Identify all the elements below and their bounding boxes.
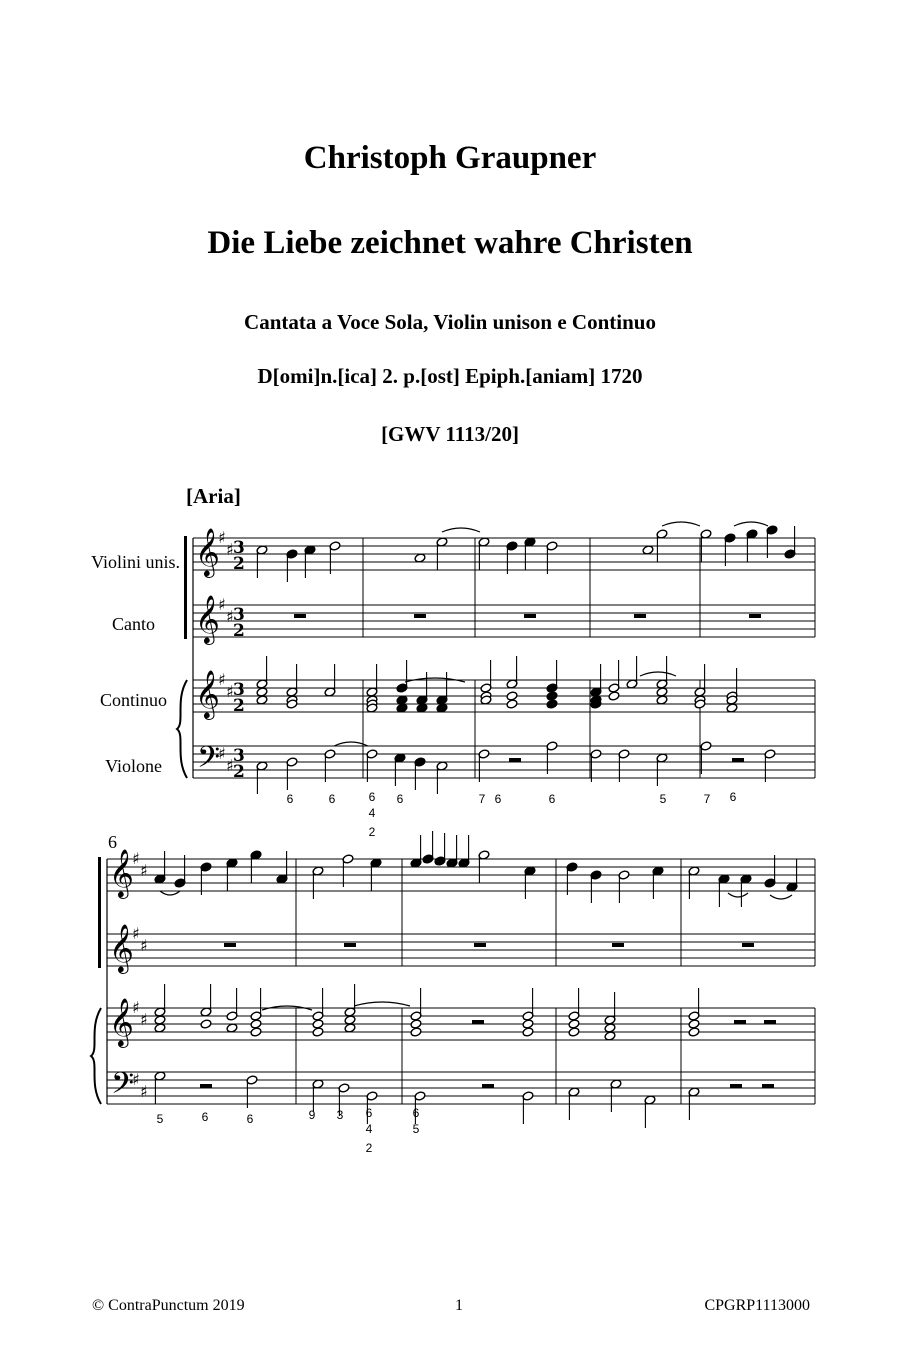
treble-clef-icon: 𝄞	[109, 997, 134, 1046]
rest	[509, 758, 521, 762]
note-head	[568, 1019, 580, 1029]
figured-bass: 7	[478, 792, 486, 806]
note-head	[250, 1027, 262, 1037]
sharp-icon: ♯	[140, 861, 148, 880]
sharp-icon: ♯	[132, 849, 140, 868]
bass-clef-icon: 𝄢	[111, 1067, 135, 1108]
sharp-icon: ♯	[218, 528, 226, 547]
figured-bass: 6	[494, 792, 502, 806]
treble-clef-icon: 𝄞	[195, 669, 220, 718]
note-head	[688, 1019, 700, 1029]
composer-name: Christoph Graupner	[303, 140, 597, 176]
tie	[640, 672, 676, 676]
treble-clef-icon: 𝄞	[195, 594, 220, 643]
sharp-icon: ♯	[140, 1010, 148, 1029]
figured-bass: 6	[365, 1106, 373, 1120]
note-head	[568, 1027, 580, 1037]
figured-bass: 2	[365, 1141, 373, 1155]
figured-bass: 4	[365, 1122, 373, 1136]
figured-bass: 6	[201, 1110, 209, 1124]
rest	[742, 943, 754, 947]
note-head	[250, 1019, 262, 1029]
tie	[354, 1002, 410, 1006]
sharp-icon: ♯	[226, 607, 234, 626]
figured-bass: 6	[286, 792, 294, 806]
figured-bass: 2	[368, 825, 376, 839]
rest	[482, 1084, 494, 1088]
copyright-notice: © ContraPunctum 2019	[92, 1297, 245, 1314]
tie	[770, 895, 792, 899]
instrument-label-continuo: Continuo	[99, 690, 167, 710]
sharp-icon: ♯	[226, 756, 234, 775]
figured-bass: 9	[308, 1108, 316, 1122]
figured-bass: 6	[412, 1106, 420, 1120]
tie	[442, 528, 480, 532]
sharp-icon: ♯	[218, 670, 226, 689]
treble-clef-icon: 𝄞	[109, 923, 134, 972]
figured-bass: 6	[548, 792, 556, 806]
sharp-icon: ♯	[132, 924, 140, 943]
figured-bass: 5	[659, 792, 667, 806]
bass-clef-icon: 𝄢	[197, 741, 221, 782]
time-signature: 3	[233, 680, 245, 700]
time-signature: 2	[233, 762, 245, 782]
brace	[91, 1008, 101, 1104]
rest	[344, 943, 356, 947]
time-signature: 3	[233, 538, 245, 558]
note-head	[546, 691, 558, 701]
sharp-icon: ♯	[226, 682, 234, 701]
cantata-subtitle: Cantata a Voce Sola, Violin unison e Continuo	[244, 310, 656, 334]
rest	[634, 614, 646, 618]
sharp-icon: ♯	[218, 595, 226, 614]
figured-bass: 6	[729, 790, 737, 804]
figured-bass: 3	[336, 1108, 344, 1122]
tie	[734, 522, 768, 526]
rest	[200, 1084, 212, 1088]
instrument-label-violini: Violini unis.	[91, 552, 180, 572]
figured-bass: 7	[703, 792, 711, 806]
note-head	[200, 1019, 212, 1029]
treble-clef-icon: 𝄞	[195, 527, 220, 576]
bracket	[184, 536, 187, 639]
brace	[177, 680, 187, 778]
catalog-number: [GWV 1113/20]	[381, 422, 519, 446]
note-head	[688, 1027, 700, 1037]
liturgical-occasion: D[omi]n.[ica] 2. p.[ost] Epiph.[aniam] 1720	[257, 364, 643, 388]
figured-bass: 6	[396, 792, 404, 806]
figured-bass: 6	[368, 790, 376, 804]
figured-bass: 5	[156, 1112, 164, 1126]
note-head	[410, 1019, 422, 1029]
instrument-label-violone: Violone	[105, 756, 162, 776]
note-head	[506, 691, 518, 701]
tie	[160, 891, 180, 895]
sharp-icon: ♯	[140, 1082, 148, 1101]
note-head	[546, 699, 558, 709]
time-signature: 3	[233, 746, 245, 766]
sharp-icon: ♯	[132, 998, 140, 1017]
rest	[734, 1020, 746, 1024]
rest	[612, 943, 624, 947]
time-signature: 2	[233, 554, 245, 574]
measure-number: 6	[108, 832, 117, 852]
sharp-icon: ♯	[132, 1070, 140, 1089]
time-signature: 2	[233, 621, 245, 641]
rest	[762, 1084, 774, 1088]
movement-title: [Aria]	[186, 484, 241, 508]
document-id: CPGRP1113000	[704, 1297, 810, 1314]
time-signature: 3	[233, 605, 245, 625]
rest	[732, 758, 744, 762]
bracket	[98, 857, 101, 968]
figured-bass: 4	[368, 806, 376, 820]
rest	[524, 614, 536, 618]
treble-clef-icon: 𝄞	[109, 848, 134, 897]
tie	[662, 522, 700, 526]
rest	[764, 1020, 776, 1024]
figured-bass: 6	[328, 792, 336, 806]
rest	[224, 943, 236, 947]
figured-bass: 6	[246, 1112, 254, 1126]
note-head	[608, 691, 620, 701]
note-head	[312, 1027, 324, 1037]
rest	[294, 614, 306, 618]
rest	[749, 614, 761, 618]
sharp-icon: ♯	[226, 540, 234, 559]
page-number: 1	[455, 1297, 463, 1314]
rest	[474, 943, 486, 947]
rest	[472, 1020, 484, 1024]
note-head	[410, 1027, 422, 1037]
note-head	[522, 1027, 534, 1037]
instrument-label-canto: Canto	[112, 614, 155, 634]
sharp-icon: ♯	[140, 936, 148, 955]
note-head	[312, 1019, 324, 1029]
time-signature: 2	[233, 696, 245, 716]
tie	[728, 893, 748, 897]
rest	[414, 614, 426, 618]
sharp-icon: ♯	[218, 744, 226, 763]
rest	[730, 1084, 742, 1088]
note-head	[506, 699, 518, 709]
note-head	[522, 1019, 534, 1029]
figured-bass: 5	[412, 1122, 420, 1136]
cantata-title: Die Liebe zeichnet wahre Christen	[207, 225, 693, 261]
